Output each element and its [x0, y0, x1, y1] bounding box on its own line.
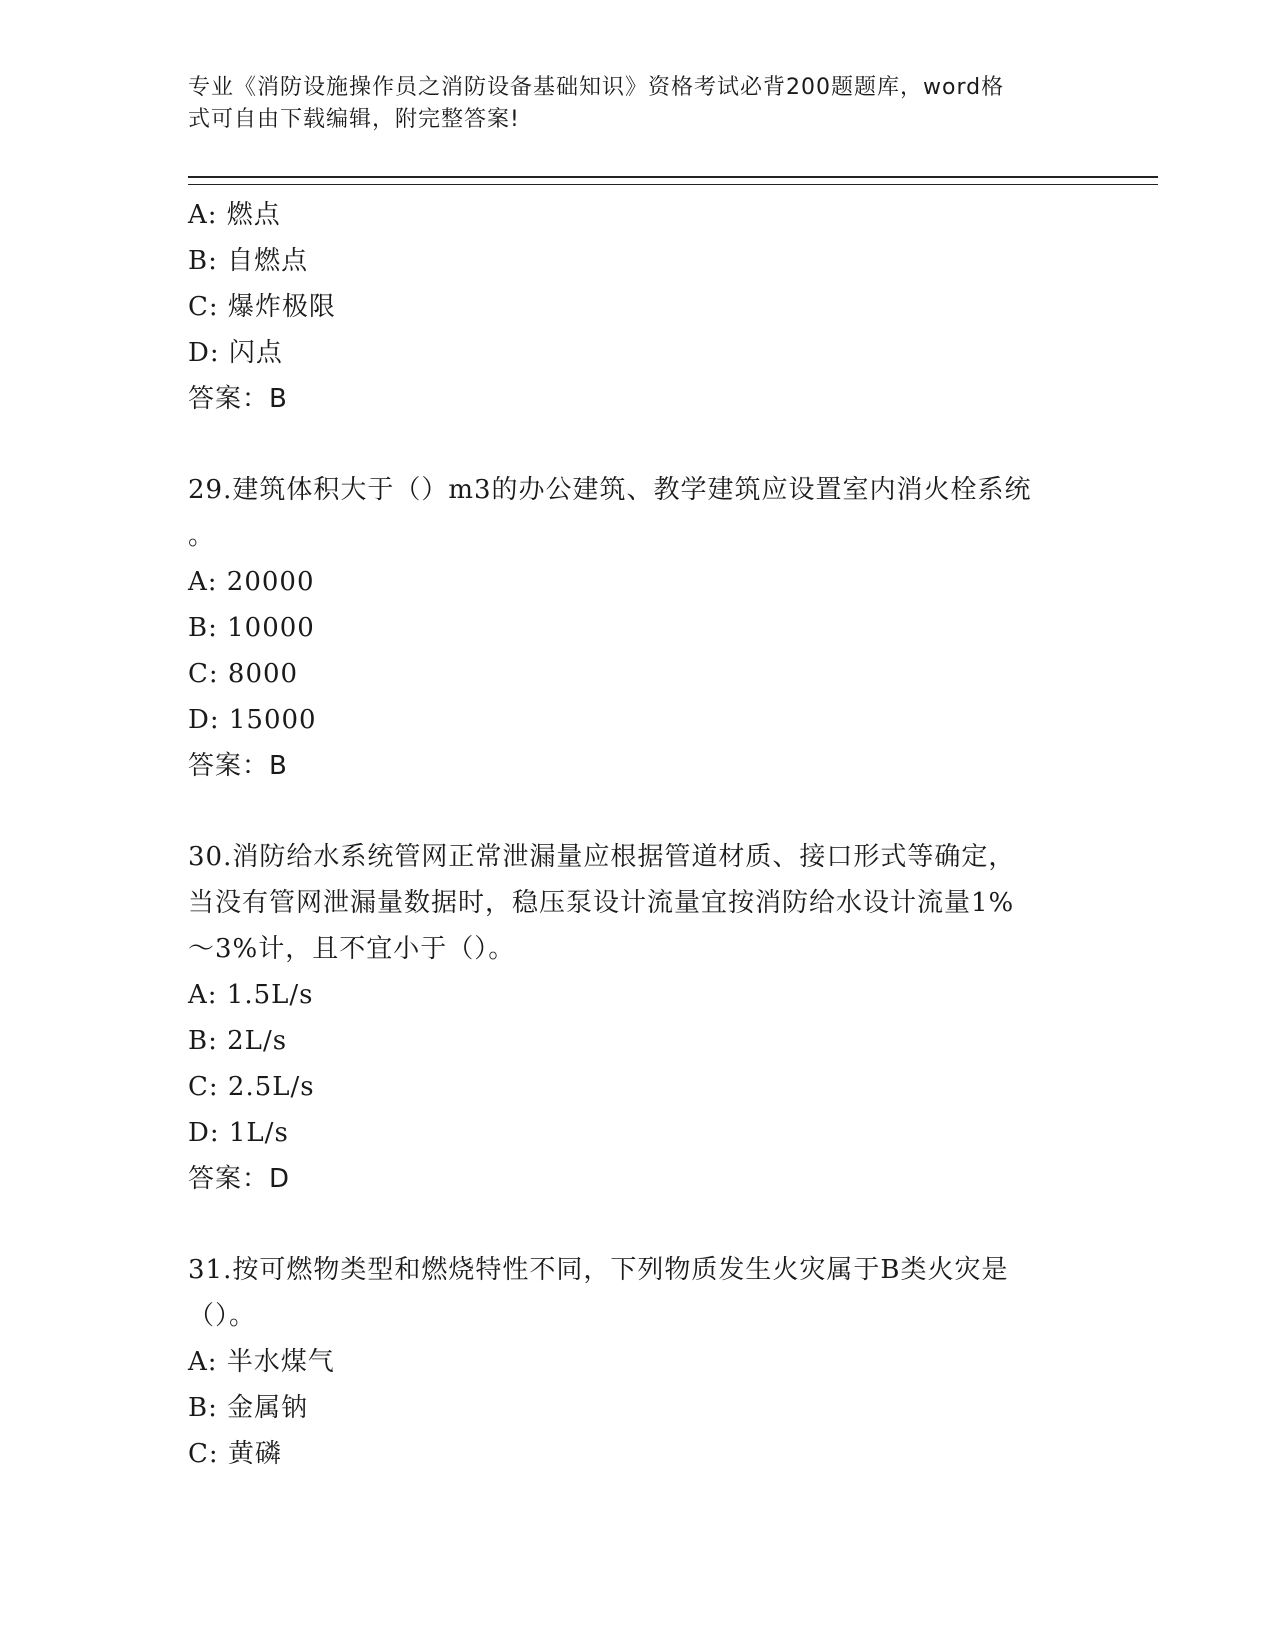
question-text-line-2: （）。	[188, 1301, 257, 1331]
question-text-line-1: 30.消防给水系统管网正常泄漏量应根据管道材质、接口形式等确定，	[188, 842, 1016, 872]
question-list	[188, 192, 1088, 1477]
question-text-line-1: 31.按可燃物类型和燃烧特性不同，下列物质发生火灾属于B类火灾是	[188, 1255, 1009, 1285]
option-d: D: 闪点	[188, 338, 283, 368]
option-d: D: 1L/s	[188, 1118, 289, 1148]
answer: 答案：B	[188, 751, 288, 781]
header-divider	[188, 176, 1158, 185]
option-a: A: 半水煤气	[188, 1347, 335, 1377]
header-title-line-1: 专业《消防设施操作员之消防设备基础知识》资格考试必背200题题库，word格	[188, 75, 1005, 100]
option-b: B: 金属钠	[188, 1393, 309, 1423]
question-text-line-2: 。	[188, 521, 216, 551]
header-title-line-2: 式可自由下载编辑，附完整答案!	[188, 107, 520, 132]
option-c: C: 爆炸极限	[188, 292, 336, 322]
question-29	[188, 467, 1088, 789]
document-header	[188, 72, 1088, 136]
option-d: D: 15000	[188, 705, 317, 735]
question-30	[188, 834, 1088, 1202]
question-text-line-1: 29.建筑体积大于（）m3的办公建筑、教学建筑应设置室内消火栓系统	[188, 475, 1032, 505]
option-c: C: 8000	[188, 659, 299, 689]
option-b: B: 10000	[188, 613, 315, 643]
option-c: C: 2.5L/s	[188, 1072, 315, 1102]
option-a: A: 1.5L/s	[188, 980, 314, 1010]
option-b: B: 2L/s	[188, 1026, 288, 1056]
option-a: A: 20000	[188, 567, 315, 597]
question-31	[188, 1247, 1088, 1477]
option-c: C: 黄磷	[188, 1439, 282, 1469]
option-b: B: 自燃点	[188, 246, 309, 276]
answer: 答案：D	[188, 1164, 291, 1194]
option-a: A: 燃点	[188, 200, 281, 230]
question-text-line-3: ～3%计，且不宜小于（）。	[188, 934, 516, 964]
answer: 答案：B	[188, 384, 288, 414]
question-text-line-2: 当没有管网泄漏量数据时，稳压泵设计流量宜按消防给水设计流量1%	[188, 888, 1015, 918]
question-28	[188, 192, 1088, 422]
